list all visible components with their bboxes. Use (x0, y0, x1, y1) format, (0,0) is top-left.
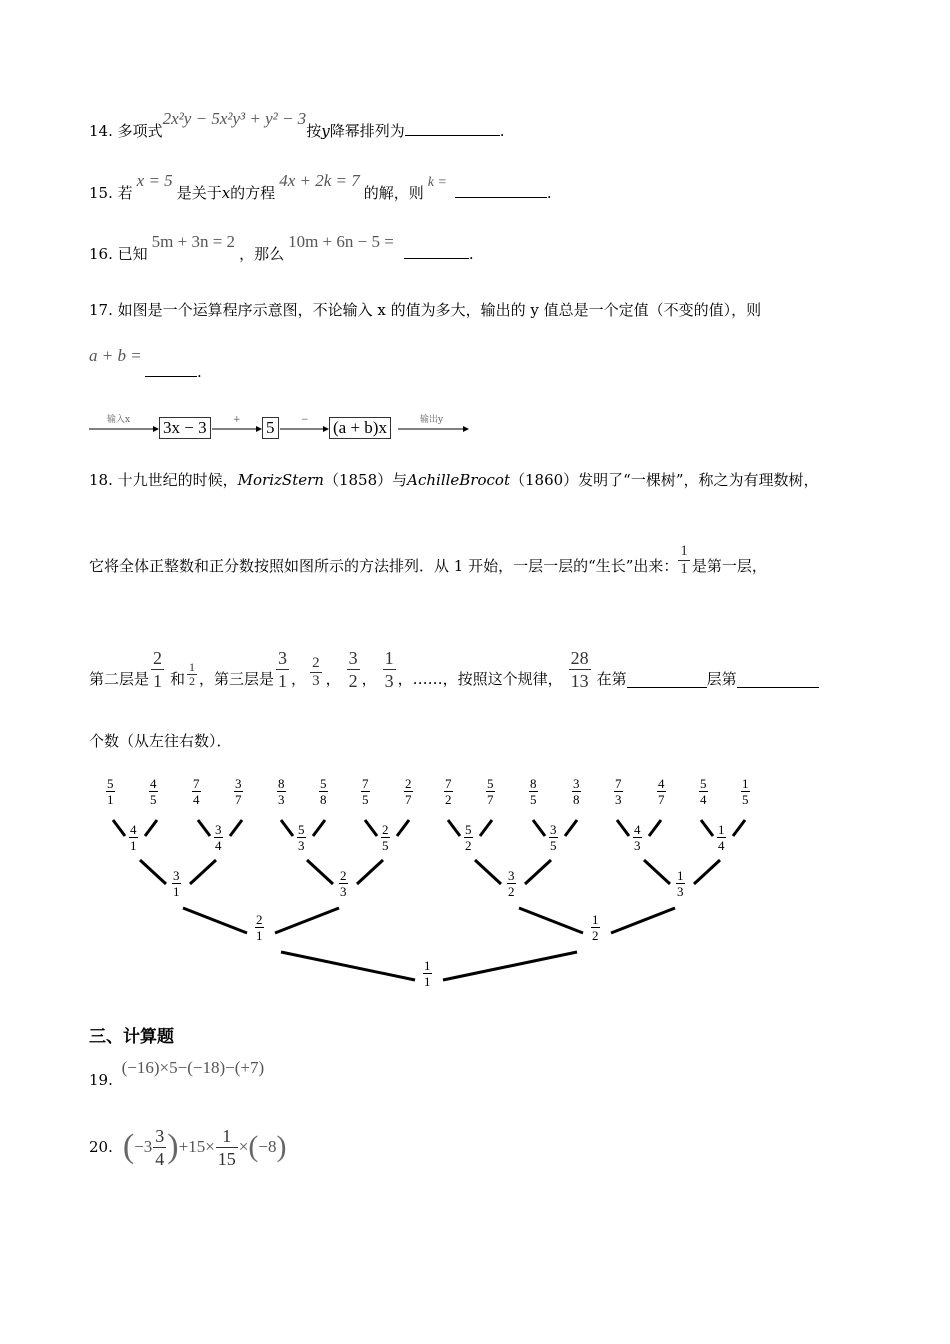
tree-node-level-1: $\frac{1}{1}$ (424, 958, 431, 989)
flow-op-minus: − (301, 415, 309, 425)
flow-output-label: 输出y (420, 415, 444, 425)
tree-node-level-4: $\frac{4}{3}$ (634, 822, 641, 853)
tree-node-level-2: $\frac{1}{2}$ (592, 912, 599, 943)
flow-box-3: (a + b)x (329, 417, 391, 439)
frac-1-1: $\frac{1}{1}$ (680, 543, 688, 577)
question-14: 14. 多项式2x²y − 5x²y³ + y² − 3按y降幂排列为 . (89, 109, 505, 140)
tree-node-level-5: $\frac{5}{7}$ (487, 776, 494, 807)
tree-node-level-5: $\frac{7}{4}$ (193, 776, 200, 807)
question-17 (89, 299, 761, 320)
tree-branch (519, 908, 583, 933)
tree-node-level-4: $\frac{3}{4}$ (215, 822, 222, 853)
tree-branch (733, 820, 745, 836)
tree-node-level-5: $\frac{2}{7}$ (405, 776, 412, 807)
tree-branch (145, 820, 157, 836)
q14-variable: y (321, 122, 330, 140)
q14-polynomial: 2x²y − 5x²y³ + y² − 3 (162, 109, 307, 128)
tree-node-level-4: $\frac{3}{5}$ (550, 822, 557, 853)
tree-node-level-5: $\frac{5}{8}$ (320, 776, 327, 807)
tree-branch (230, 820, 242, 836)
question-18-line-4: 个数（从左往右数）． (89, 732, 232, 750)
frac-28-13: $\frac{28}{13}$ (570, 648, 589, 691)
tree-node-level-5: $\frac{4}{5}$ (150, 776, 157, 807)
question-18-line-1: 18. 十九世纪的时候，MorizStern（1858）与AchilleBrocot（1860）发明了“一棵树”，称之为有理数树， (89, 471, 819, 489)
q20-mixed-fraction: $\frac{3}{4}$ (155, 1125, 165, 1169)
q14-text-2: 按 (306, 122, 322, 140)
frac-1-3: $\frac{1}{3}$ (384, 648, 394, 691)
tree-branch (365, 820, 377, 836)
q20-neg-eight: −8 (258, 1137, 277, 1156)
frac-1-2: $\frac{1}{2}$ (189, 660, 196, 688)
q17-number: 17. (89, 301, 113, 319)
tree-branch (533, 820, 545, 836)
q16-number: 16. (89, 245, 113, 263)
tree-branch (525, 860, 551, 884)
tree-node-level-5: $\frac{1}{5}$ (742, 776, 749, 807)
tree-node-level-3: $\frac{3}{2}$ (508, 868, 515, 899)
tree-node-level-2: $\frac{2}{1}$ (256, 912, 263, 943)
frac-3-2: $\frac{3}{2}$ (348, 648, 358, 691)
tree-branch (649, 820, 661, 836)
tree-node-level-5: $\frac{8}{3}$ (278, 776, 285, 807)
flow-box-1: 3x − 3 (159, 417, 211, 439)
q14-text: 多项式 (117, 122, 163, 140)
tree-branch (480, 820, 492, 836)
q17-text: 如图是一个运算程序示意图，不论输入 x 的值为多大，输出的 y 值总是一个定值（不变的值），则 (117, 301, 762, 319)
tree-branch (281, 952, 415, 980)
tree-branch (190, 860, 216, 884)
q15-expr-k: k = (427, 175, 447, 190)
q15-equation: 4x + 2k = 7 (279, 171, 360, 190)
flow-op-plus: + (233, 415, 241, 425)
tree-node-level-5: $\frac{3}{8}$ (573, 776, 580, 807)
tree-branch (140, 860, 166, 884)
q18-name-brocot: AchilleBrocot (407, 471, 510, 489)
tree-branch (644, 860, 670, 884)
q14-number: 14. (89, 122, 113, 140)
tree-branch (617, 820, 629, 836)
q15-answer-blank[interactable] (455, 183, 547, 198)
tree-branch (357, 860, 383, 884)
question-18-line-3: 第二层是 $\frac{2}{1}$ 和 $\frac{1}{2}$ ，第三层是 $\frac{3}{1}$ ， $\frac{2}{3}$ ， $\frac{3}{2}$ ， $\frac{1}{3}$ ，……，按照这个规律， $\frac{28}{13}$ 在第 层第 (89, 640, 819, 692)
q20-times-15: +15× (178, 1137, 215, 1156)
q16-expr-1: 5m + 3n = 2 (151, 232, 236, 251)
flow-box-2: 5 (262, 417, 279, 439)
q17-expr-ab: a + b = (89, 346, 142, 365)
tree-branch (198, 820, 210, 836)
q20-number: 20. (89, 1138, 113, 1156)
tree-node-level-3: $\frac{3}{1}$ (173, 868, 180, 899)
rational-tree-figure (95, 770, 765, 1000)
tree-branch (475, 860, 501, 884)
tree-node-level-4: $\frac{2}{5}$ (382, 822, 389, 853)
tree-node-level-5: $\frac{7}{2}$ (445, 776, 452, 807)
question-16: 16. 已知5m + 3n = 2，那么10m + 6n − 5 =. (89, 232, 474, 263)
q18-layer-blank[interactable] (627, 673, 707, 688)
section-3-heading (89, 1022, 174, 1047)
tree-branch (183, 908, 247, 933)
q19-expression: (−16)×5−(−18)−(+7) (121, 1058, 265, 1077)
question-15: 15. 若x = 5是关于x的方程4x + 2k = 7的解，则k =. (89, 171, 552, 202)
tree-branch (701, 820, 713, 836)
tree-node-level-5: $\frac{8}{5}$ (530, 776, 537, 807)
tree-node-level-5: $\frac{4}{7}$ (658, 776, 665, 807)
tree-branch (113, 820, 125, 836)
q17-answer-line: . (145, 362, 202, 381)
frac-3-1: $\frac{3}{1}$ (278, 648, 288, 691)
q18-number: 18. (89, 471, 113, 489)
tree-branch (281, 820, 293, 836)
tree-branch (611, 908, 675, 933)
frac-2-1: $\frac{2}{1}$ (153, 648, 163, 691)
q14-text-3: 降幂排列为 (329, 122, 405, 140)
tree-branch (275, 908, 339, 933)
tree-node-level-5: $\frac{3}{7}$ (235, 776, 242, 807)
question-19 (89, 1058, 265, 1090)
tree-node-level-3: $\frac{1}{3}$ (677, 868, 684, 899)
q18-position-blank[interactable] (737, 673, 819, 688)
tree-node-level-4: $\frac{4}{1}$ (130, 822, 137, 853)
question-20: 20. ( −3 $\frac{3}{4}$ ) +15× $\frac{1}{15}$ × ( −8 ) (89, 1125, 287, 1169)
tree-node-level-3: $\frac{2}{3}$ (340, 868, 347, 899)
q15-number: 15. (89, 184, 113, 202)
tree-node-level-5: $\frac{7}{5}$ (362, 776, 369, 807)
tree-node-level-5: $\frac{5}{1}$ (107, 776, 114, 807)
q16-expr-2: 10m + 6n − 5 = (288, 232, 394, 251)
tree-branch (443, 952, 577, 980)
frac-2-3: $\frac{2}{3}$ (312, 655, 320, 689)
q19-number: 19. (89, 1071, 113, 1089)
tree-node-level-5: $\frac{5}{4}$ (700, 776, 707, 807)
q14-answer-blank[interactable] (405, 121, 500, 136)
tree-branch (313, 820, 325, 836)
tree-node-level-4: $\frac{5}{3}$ (298, 822, 305, 853)
q17-flowchart (89, 412, 479, 442)
q20-whole-part: −3 (134, 1137, 153, 1156)
tree-branch (694, 860, 720, 884)
q15-expr-x: x = 5 (136, 171, 173, 190)
flow-input-label: 输入x (107, 415, 131, 425)
question-18-line-2: 它将全体正整数和正分数按照如图所示的方法排列．从 1 开始，一层一层的“生长”出来： $\frac{1}{1}$ 是第一层， (89, 543, 767, 577)
tree-node-level-5: $\frac{7}{3}$ (615, 776, 622, 807)
tree-branch (565, 820, 577, 836)
q16-answer-blank[interactable] (404, 244, 469, 259)
tree-branch (307, 860, 333, 884)
q18-name-stern: MorizStern (237, 471, 324, 489)
section-3-title: 三、计算题 (89, 1027, 174, 1047)
q17-answer-blank[interactable] (145, 362, 197, 377)
q20-fraction: $\frac{1}{15}$ (217, 1125, 236, 1169)
tree-branch (448, 820, 460, 836)
tree-node-level-4: $\frac{5}{2}$ (465, 822, 472, 853)
tree-branch (397, 820, 409, 836)
tree-node-level-4: $\frac{1}{4}$ (718, 822, 725, 853)
